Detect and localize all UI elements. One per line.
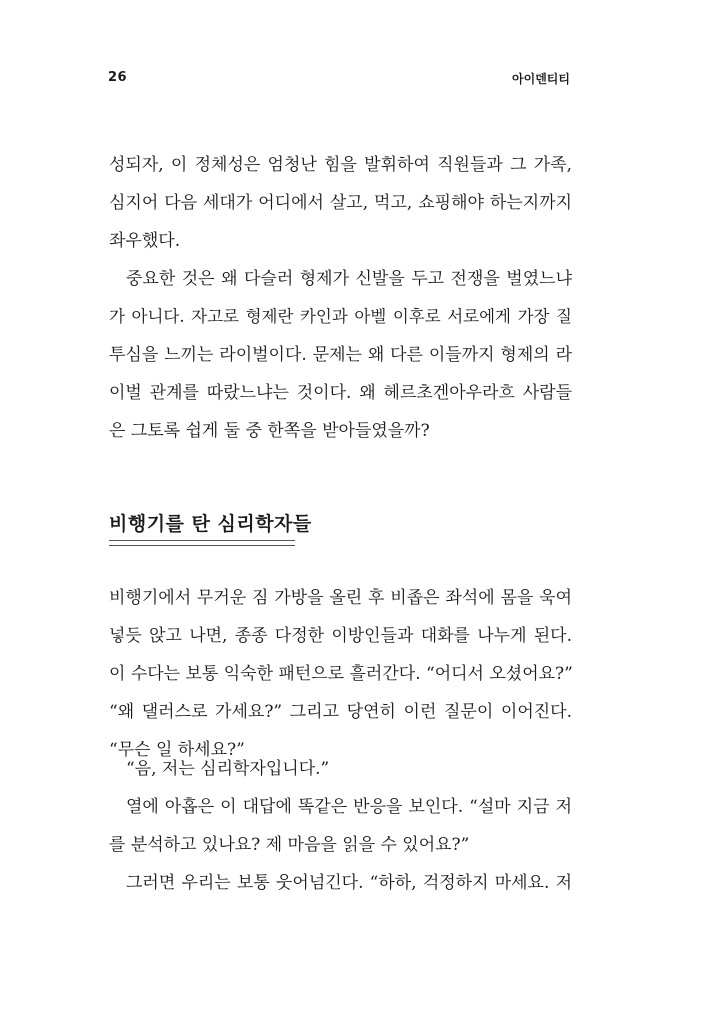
text-line: 가 아니다. 자고로 형제란 카인과 아벨 이후로 서로에게 가장 질 — [109, 307, 572, 326]
text-line: 중요한 것은 왜 다슬러 형제가 신발을 두고 전쟁을 벌였느냐 — [126, 269, 572, 289]
text-line: 열에 아홉은 이 대답에 똑같은 반응을 보인다. “설마 지금 저 — [126, 797, 572, 817]
text-line: 그러면 우리는 보통 웃어넘긴다. “하하, 걱정하지 마세요. 저 — [126, 873, 572, 893]
text-line: 투심을 느끼는 라이벌이다. 문제는 왜 다른 이들까지 형제의 라 — [109, 345, 572, 365]
text-line: 를 분석하고 있나요? 제 마음을 읽을 수 있어요?” — [109, 835, 470, 855]
page-number: 26 — [108, 70, 128, 85]
text-line: 비행기에서 무거운 짐 가방을 올린 후 비좁은 좌석에 몸을 욱여 — [109, 588, 572, 608]
body-paragraph — [109, 260, 572, 450]
running-header-title: 아이덴티티 — [512, 72, 570, 86]
section-heading-title: 비행기를 탄 심리학자들 — [109, 513, 312, 535]
body-paragraph — [109, 864, 572, 902]
text-line: 은 그토록 쉽게 둘 중 한쪽을 받아들였을까? — [109, 421, 430, 441]
text-line: 이벌 관계를 따랐느냐는 것이다. 왜 헤르초겐아우라흐 사람들 — [109, 383, 572, 403]
section-heading — [109, 510, 312, 546]
text-line: “무슨 일 하세요?” — [109, 740, 245, 760]
body-paragraph — [109, 146, 572, 260]
text-line: “왜 댈러스로 가세요?” 그리고 당연히 이런 질문이 이어진다. — [109, 702, 572, 722]
body-paragraph — [109, 750, 572, 788]
text-line: 넣듯 앉고 나면, 종종 다정한 이방인들과 대화를 나누게 된다. — [109, 626, 572, 646]
heading-double-underline — [109, 540, 295, 546]
body-paragraph — [109, 788, 572, 864]
text-line: 좌우했다. — [109, 231, 181, 251]
text-line: 성되자, 이 정체성은 엄청난 힘을 발휘하여 직원들과 그 가족, — [109, 155, 572, 175]
body-paragraph — [109, 579, 572, 769]
text-line: 이 수다는 보통 익숙한 패턴으로 흘러간다. “어디서 오셨어요?” — [109, 664, 573, 684]
text-line: 심지어 다음 세대가 어디에서 살고, 먹고, 쇼핑해야 하는지까지 — [109, 193, 572, 213]
text-line: “음, 저는 심리학자입니다.” — [126, 759, 330, 779]
